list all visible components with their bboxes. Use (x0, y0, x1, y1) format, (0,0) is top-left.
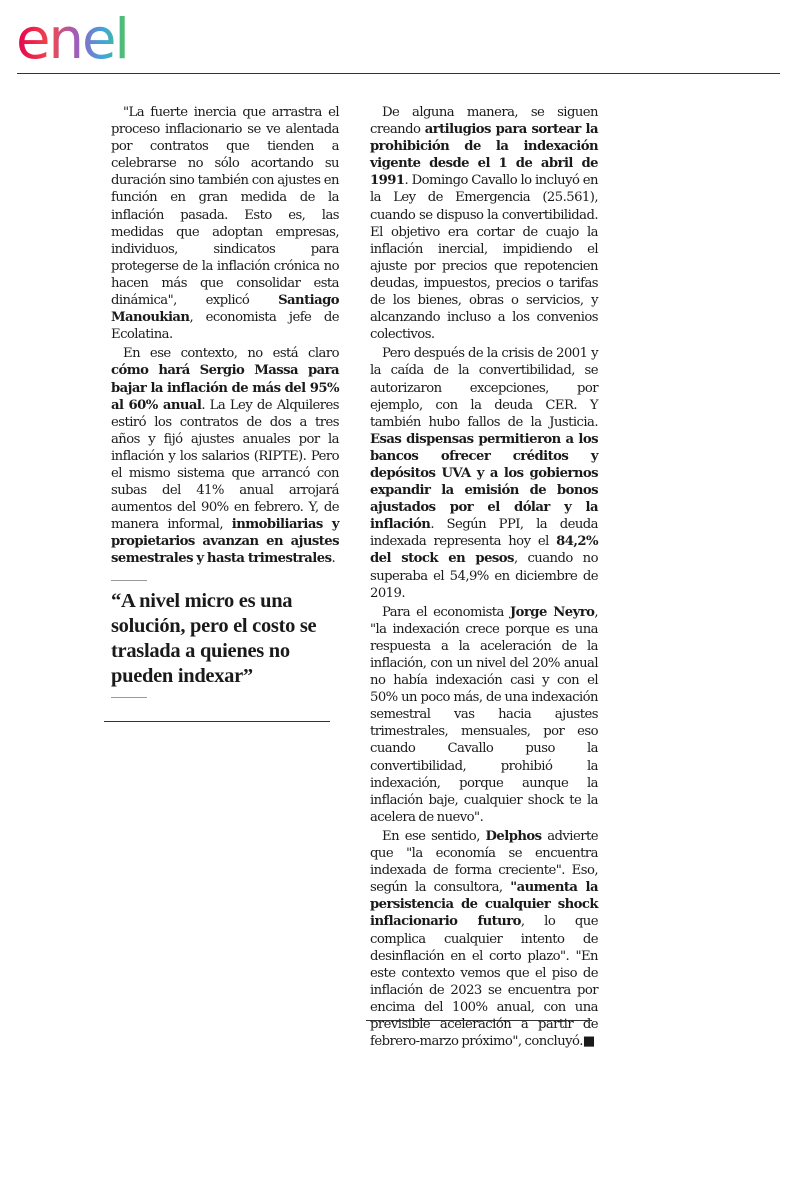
bold-text: ■ (582, 1034, 595, 1050)
pull-quote: “A nivel micro es una solución, pero el costo se traslada a quienes no pueden indexar” (111, 589, 317, 687)
bold-text: Esas dispensas permitieron a los bancos ofrecer créditos y depósitos UVA y a los gobiernos expandir la emisión de bonos ajustados por el dólar y la inflación (370, 431, 598, 533)
bold-text: Jorge Neyro (509, 604, 595, 620)
enel-logo-text: enel (16, 16, 128, 66)
text-run: , "la indexación crece porque es una respuesta a la aceleración de la inflación, con un nivel del 20% anual no había indexación casi y con el 50% un poco más, de una indexación semestral vas hacia ajustes trimestrales, mensuales, por eso cuando Cavallo puso la convertibilidad, prohibió la indexación, porque aunque la inflación baje, cualquier shock te la acelera de nuevo". (370, 604, 599, 825)
text-run: . La Ley de Alquileres estiró los contratos de dos a tres años y fijó ajustes anuales por la inflación y los salarios (RIPTE). Pero el mismo sistema que arrancó con subas del 41% anual arrojará aumentos del 90% en febrero. Y, de manera informal, (111, 397, 339, 533)
text-run: "La fuerte inercia que arrastra el proceso inflacionario se ve alentada por contratos que tienden a celebrarse no sólo acortando su duración sino también con ajustes en función en gran medida de la inflación pasada. Esto es, las medidas que adoptan empresas, individuos, sindicatos para protegerse de la inflación crónica no hacen más que consolidar esta dinámica", explicó (111, 105, 339, 309)
bold-text: artilugios para sortear la prohibición de la indexación vigente desde el 1 de abril de 1991 (370, 122, 598, 189)
article-paragraph (370, 604, 598, 826)
header-rule (17, 73, 780, 74)
text-run: , cuando no superaba el 54,9% en diciembre de 2019. (370, 551, 598, 601)
article-paragraph (370, 828, 598, 1050)
right-column-bottom-rule (366, 1020, 592, 1021)
text-run: , lo que complica cualquier intento de desinflación en el corto plazo". "En este contexto vemos que el piso de inflación de 2023 se encuentra por encima del 100% anual, con una previsible aceleración a partir de febrero-marzo próximo", concluyó. (370, 914, 598, 1050)
right-paragraphs (370, 104, 598, 1050)
right-column (370, 104, 598, 1052)
bold-text: cómo hará Sergio Massa para bajar la inflación de más del 95% al 60% anual (111, 363, 339, 413)
text-run: En ese contexto, no está claro (123, 346, 339, 362)
bold-text: 84,2% del stock en pesos (370, 534, 598, 567)
text-run: . Según PPI, la deuda indexada representa hoy el (370, 517, 598, 550)
pull-quote-bottom-rule (111, 697, 147, 698)
bold-text: Delphos (485, 828, 542, 844)
bold-text: inmobiliarias y propietarios avanzan en ajustes semestrales y hasta trimestrales (111, 517, 339, 567)
left-paragraphs (111, 104, 339, 568)
article-paragraph (370, 104, 598, 343)
text-run: De alguna manera, se siguen creando (370, 105, 598, 138)
text-run: En ese sentido, (382, 828, 486, 844)
text-run: advierte que "la economía se encuentra indexada de forma creciente". Eso, según la consultora, (370, 828, 598, 896)
text-run: , economista jefe de Ecolatina. (111, 310, 339, 343)
text-run: Para el economista (382, 604, 510, 620)
bold-text: Santiago Manoukian (111, 293, 339, 326)
enel-logo (16, 16, 171, 66)
text-run: . Domingo Cavallo lo incluyó en la Ley de Emergencia (25.561), cuando se dispuso la convertibilidad. El objetivo era cortar de cuajo la inflación inercial, impidiendo el ajuste por precios que repotencien deudas, impuestos, precios o tarifas de los bienes, obras o servicios, y alcanzando incluso a los convenios colectivos. (370, 173, 598, 343)
article-paragraph (370, 345, 598, 601)
left-column (111, 104, 339, 698)
pull-quote-top-rule (111, 580, 147, 581)
text-run: Pero después de la crisis de 2001 y la caída de la convertibilidad, se autorizaron excepciones, por ejemplo, con la deuda CER. Y también hubo fallos de la Justicia. (370, 346, 598, 430)
article-paragraph (111, 104, 339, 343)
article-paragraph (111, 345, 339, 567)
text-run: . (331, 551, 336, 567)
bold-text: "aumenta la persistencia de cualquier shock inflacionario futuro (370, 880, 598, 930)
left-column-bottom-rule (104, 721, 330, 722)
